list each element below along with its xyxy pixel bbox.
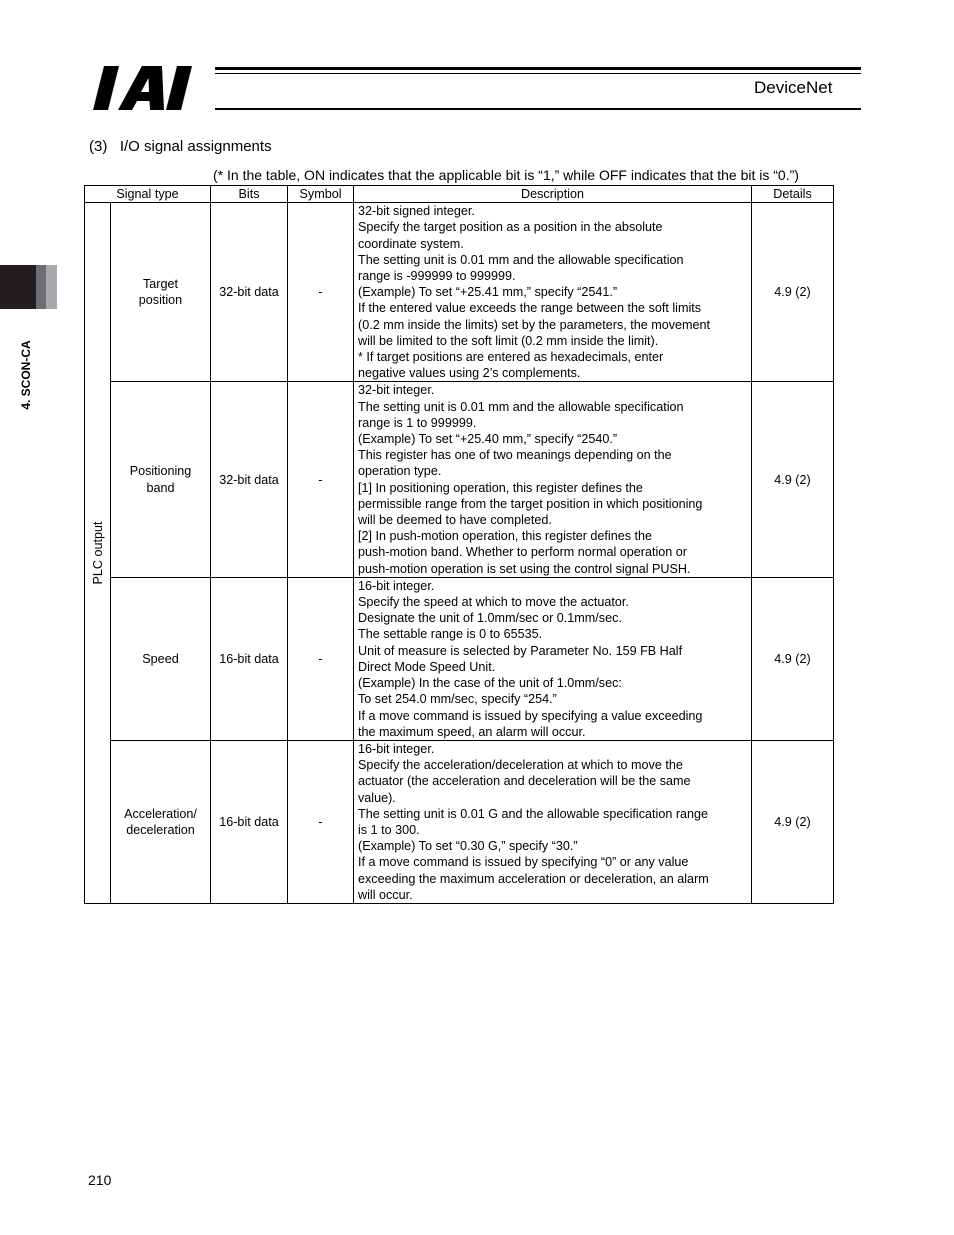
description-line: permissible range from the target position in which positioning [358, 496, 703, 511]
signal-type-line: Positioning [129, 464, 192, 479]
description-line: push-motion operation is set using the control signal PUSH. [358, 561, 691, 576]
chapter-label-text: 4. SCON-CA [19, 340, 33, 410]
bits-cell: 16-bit data [211, 740, 288, 903]
signal-type-cell [111, 740, 211, 903]
header-bits: Bits [211, 186, 288, 203]
description-line: will be limited to the soft limit (0.2 mm inside the limit). [358, 333, 659, 348]
description-line: (Example) To set “+25.41 mm,” specify “2541.” [358, 285, 618, 300]
symbol-cell: - [288, 577, 354, 740]
header-symbol: Symbol [288, 186, 354, 203]
bits-cell: 32-bit data [211, 203, 288, 382]
description-line: operation type. [358, 464, 442, 479]
description-line: (Example) In the case of the unit of 1.0mm/sec: [358, 676, 622, 691]
description-line: (Example) To set “0.30 G,” specify “30.” [358, 839, 578, 854]
chapter-tab-dark [0, 265, 36, 309]
signal-type-line: position [138, 293, 183, 308]
description-line: 16-bit integer. [358, 578, 435, 593]
description-line: the maximum speed, an alarm will occur. [358, 724, 586, 739]
description-line: [1] In positioning operation, this register defines the [358, 480, 643, 495]
section-title: (3) I/O signal assignments [89, 138, 272, 155]
header-signal-type: Signal type [85, 186, 211, 203]
description-line: If a move command is issued by specifying a value exceeding [358, 708, 703, 723]
table-row [85, 577, 834, 740]
bits-cell: 16-bit data [211, 577, 288, 740]
description-line: The settable range is 0 to 65535. [358, 627, 543, 642]
symbol-cell: - [288, 382, 354, 577]
description-line: 32-bit integer. [358, 383, 435, 398]
logo-letter-i-left [93, 66, 119, 110]
description-line: If the entered value exceeds the range between the soft limits [358, 301, 702, 316]
signal-type-line: band [146, 480, 175, 495]
signal-type-line: Speed [142, 651, 179, 666]
description-line: range is 1 to 999999. [358, 415, 477, 430]
symbol-cell: - [288, 740, 354, 903]
description-line: will occur. [358, 887, 413, 902]
description-cell [354, 740, 752, 903]
description-line: Designate the unit of 1.0mm/sec or 0.1mm/sec. [358, 611, 622, 626]
description-line: Specify the target position as a position in the absolute [358, 220, 663, 235]
description-line: will be deemed to have completed. [358, 513, 552, 528]
description-line: exceeding the maximum acceleration or deceleration, an alarm [358, 871, 709, 886]
description-line: Specify the acceleration/deceleration at which to move the [358, 758, 683, 773]
logo-letter-i-right [166, 66, 192, 110]
description-line: Unit of measure is selected by Parameter No. 159 FB Half [358, 643, 683, 658]
table-row [85, 203, 834, 382]
chapter-tab-light [46, 265, 57, 309]
signal-type-cell [111, 382, 211, 577]
description-line: The setting unit is 0.01 mm and the allowable specification [358, 252, 684, 267]
signal-type-cell [111, 203, 211, 382]
description-line: The setting unit is 0.01 mm and the allowable specification [358, 399, 684, 414]
signal-type-line: Target [142, 277, 178, 292]
description-cell [354, 203, 752, 382]
symbol-cell: - [288, 203, 354, 382]
logo-letter-a [118, 66, 164, 110]
header-rule-thin [215, 73, 861, 74]
iai-logo [92, 66, 212, 112]
description-line: negative values using 2’s complements. [358, 366, 581, 381]
description-line: is 1 to 300. [358, 822, 420, 837]
bits-cell: 32-bit data [211, 382, 288, 577]
details-cell: 4.9 (2) [752, 382, 834, 577]
chapter-label [16, 320, 36, 430]
page-number: 210 [88, 1172, 112, 1188]
signal-type-line: deceleration [126, 822, 195, 837]
group-cell [85, 203, 111, 904]
signal-type-line: Acceleration/ [124, 806, 197, 821]
description-line: [2] In push-motion operation, this register defines the [358, 529, 653, 544]
chapter-tab [0, 265, 57, 309]
chapter-tab-mid [36, 265, 46, 309]
group-label: PLC output [90, 521, 105, 585]
signal-type-cell [111, 577, 211, 740]
details-cell: 4.9 (2) [752, 577, 834, 740]
description-line: To set 254.0 mm/sec, specify “254.” [358, 692, 557, 707]
description-line: If a move command is issued by specifying “0” or any value [358, 855, 689, 870]
header-rule-bottom [215, 108, 861, 110]
table-note: (* In the table, ON indicates that the applicable bit is “1,” while OFF indicates that the bit is “0.”) [213, 167, 799, 183]
description-line: range is -999999 to 999999. [358, 269, 516, 284]
description-line: coordinate system. [358, 236, 464, 251]
header-description: Description [354, 186, 752, 203]
description-line: 32-bit signed integer. [358, 204, 475, 219]
description-line: (Example) To set “+25.40 mm,” specify “2540.” [358, 432, 618, 447]
description-line: 16-bit integer. [358, 741, 435, 756]
io-signal-table [84, 185, 834, 904]
description-line: (0.2 mm inside the limits) set by the parameters, the movement [358, 317, 711, 332]
description-line: actuator (the acceleration and deceleration will be the same [358, 774, 691, 789]
table-row [85, 740, 834, 903]
header-rule-thick [215, 67, 861, 70]
table-header-row [85, 186, 834, 203]
description-cell [354, 577, 752, 740]
description-line: value). [358, 790, 396, 805]
details-cell: 4.9 (2) [752, 740, 834, 903]
description-cell [354, 382, 752, 577]
header-title: DeviceNet [754, 78, 833, 97]
description-line: * If target positions are entered as hexadecimals, enter [358, 350, 664, 365]
header-details: Details [752, 186, 834, 203]
table-row [85, 382, 834, 577]
description-line: The setting unit is 0.01 G and the allowable specification range [358, 806, 709, 821]
details-cell: 4.9 (2) [752, 203, 834, 382]
description-line: Direct Mode Speed Unit. [358, 659, 496, 674]
description-line: This register has one of two meanings depending on the [358, 448, 672, 463]
description-line: Specify the speed at which to move the actuator. [358, 595, 629, 610]
description-line: push-motion band. Whether to perform normal operation or [358, 545, 688, 560]
